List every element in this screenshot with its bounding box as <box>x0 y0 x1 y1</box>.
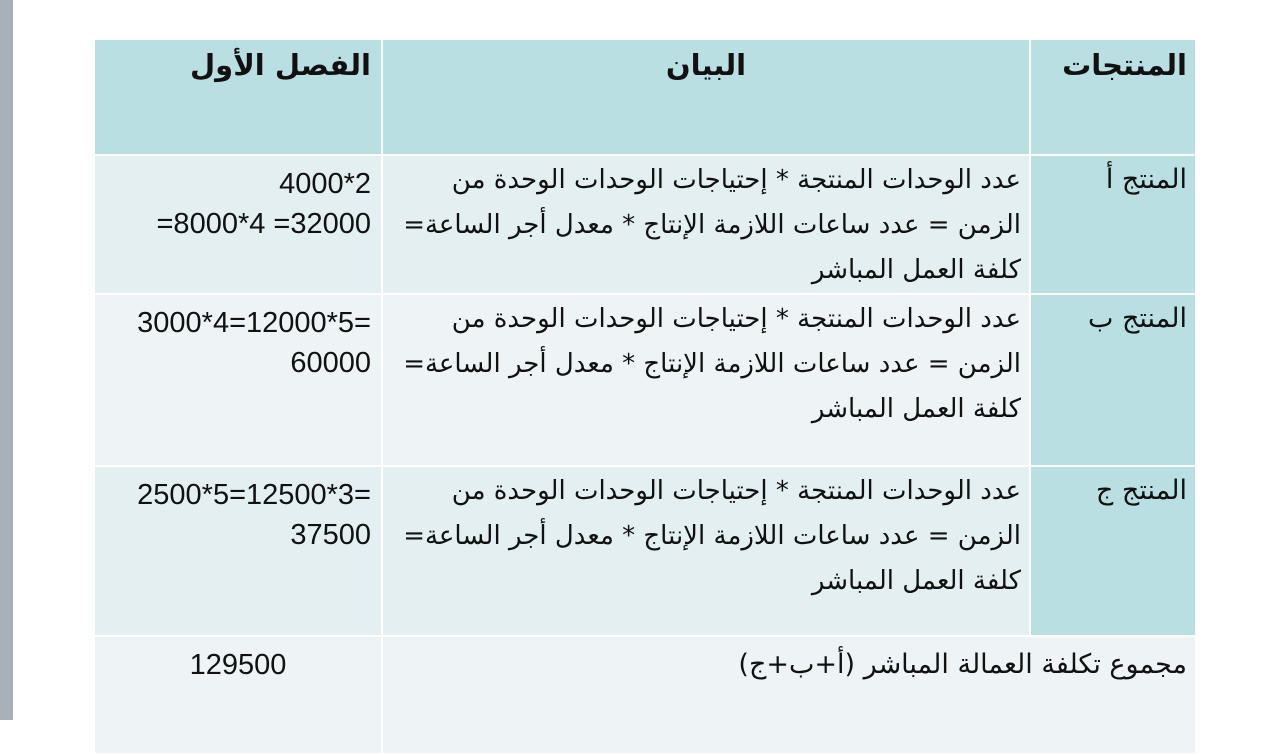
slide-edge-bar <box>0 0 13 720</box>
table-row <box>94 466 1196 636</box>
value-line-2: 37500 <box>290 519 371 551</box>
table-row <box>94 155 1196 294</box>
value-line-2: =8000*4 =32000 <box>156 208 371 240</box>
total-row <box>94 636 1196 754</box>
labor-cost-table <box>93 38 1197 755</box>
product-c-cell: المنتج ج <box>1030 466 1196 636</box>
total-label: مجموع تكلفة العمالة المباشر (أ+ب+ج) <box>382 636 1196 754</box>
header-products: المنتجات <box>1030 39 1196 155</box>
statement-cell: عدد الوحدات المنتجة * إحتياجات الوحدات الوحدة من الزمن = عدد ساعات اللازمة الإنتاج * معدل أجر الساعة= كلفة العمل المباشر <box>382 155 1030 294</box>
product-b-cell: المنتج ب <box>1030 294 1196 466</box>
value-line-1: 3000*4=12000*5= <box>137 307 371 339</box>
value-cell <box>94 155 382 294</box>
value-line-1: 4000*2 <box>279 168 371 200</box>
statement-cell: عدد الوحدات المنتجة * إحتياجات الوحدات الوحدة من الزمن = عدد ساعات اللازمة الإنتاج * معدل أجر الساعة= كلفة العمل المباشر <box>382 466 1030 636</box>
value-cell <box>94 294 382 466</box>
total-value: 129500 <box>94 636 382 754</box>
product-a-cell: المنتج أ <box>1030 155 1196 294</box>
table-header-row <box>94 39 1196 155</box>
value-line-2: 60000 <box>290 347 371 379</box>
table-row <box>94 294 1196 466</box>
header-first-quarter: الفصل الأول <box>94 39 382 155</box>
statement-cell: عدد الوحدات المنتجة * إحتياجات الوحدات الوحدة من الزمن = عدد ساعات اللازمة الإنتاج * معدل أجر الساعة= كلفة العمل المباشر <box>382 294 1030 466</box>
header-statement: البيان <box>382 39 1030 155</box>
value-cell <box>94 466 382 636</box>
value-line-1: 2500*5=12500*3= <box>137 479 371 511</box>
